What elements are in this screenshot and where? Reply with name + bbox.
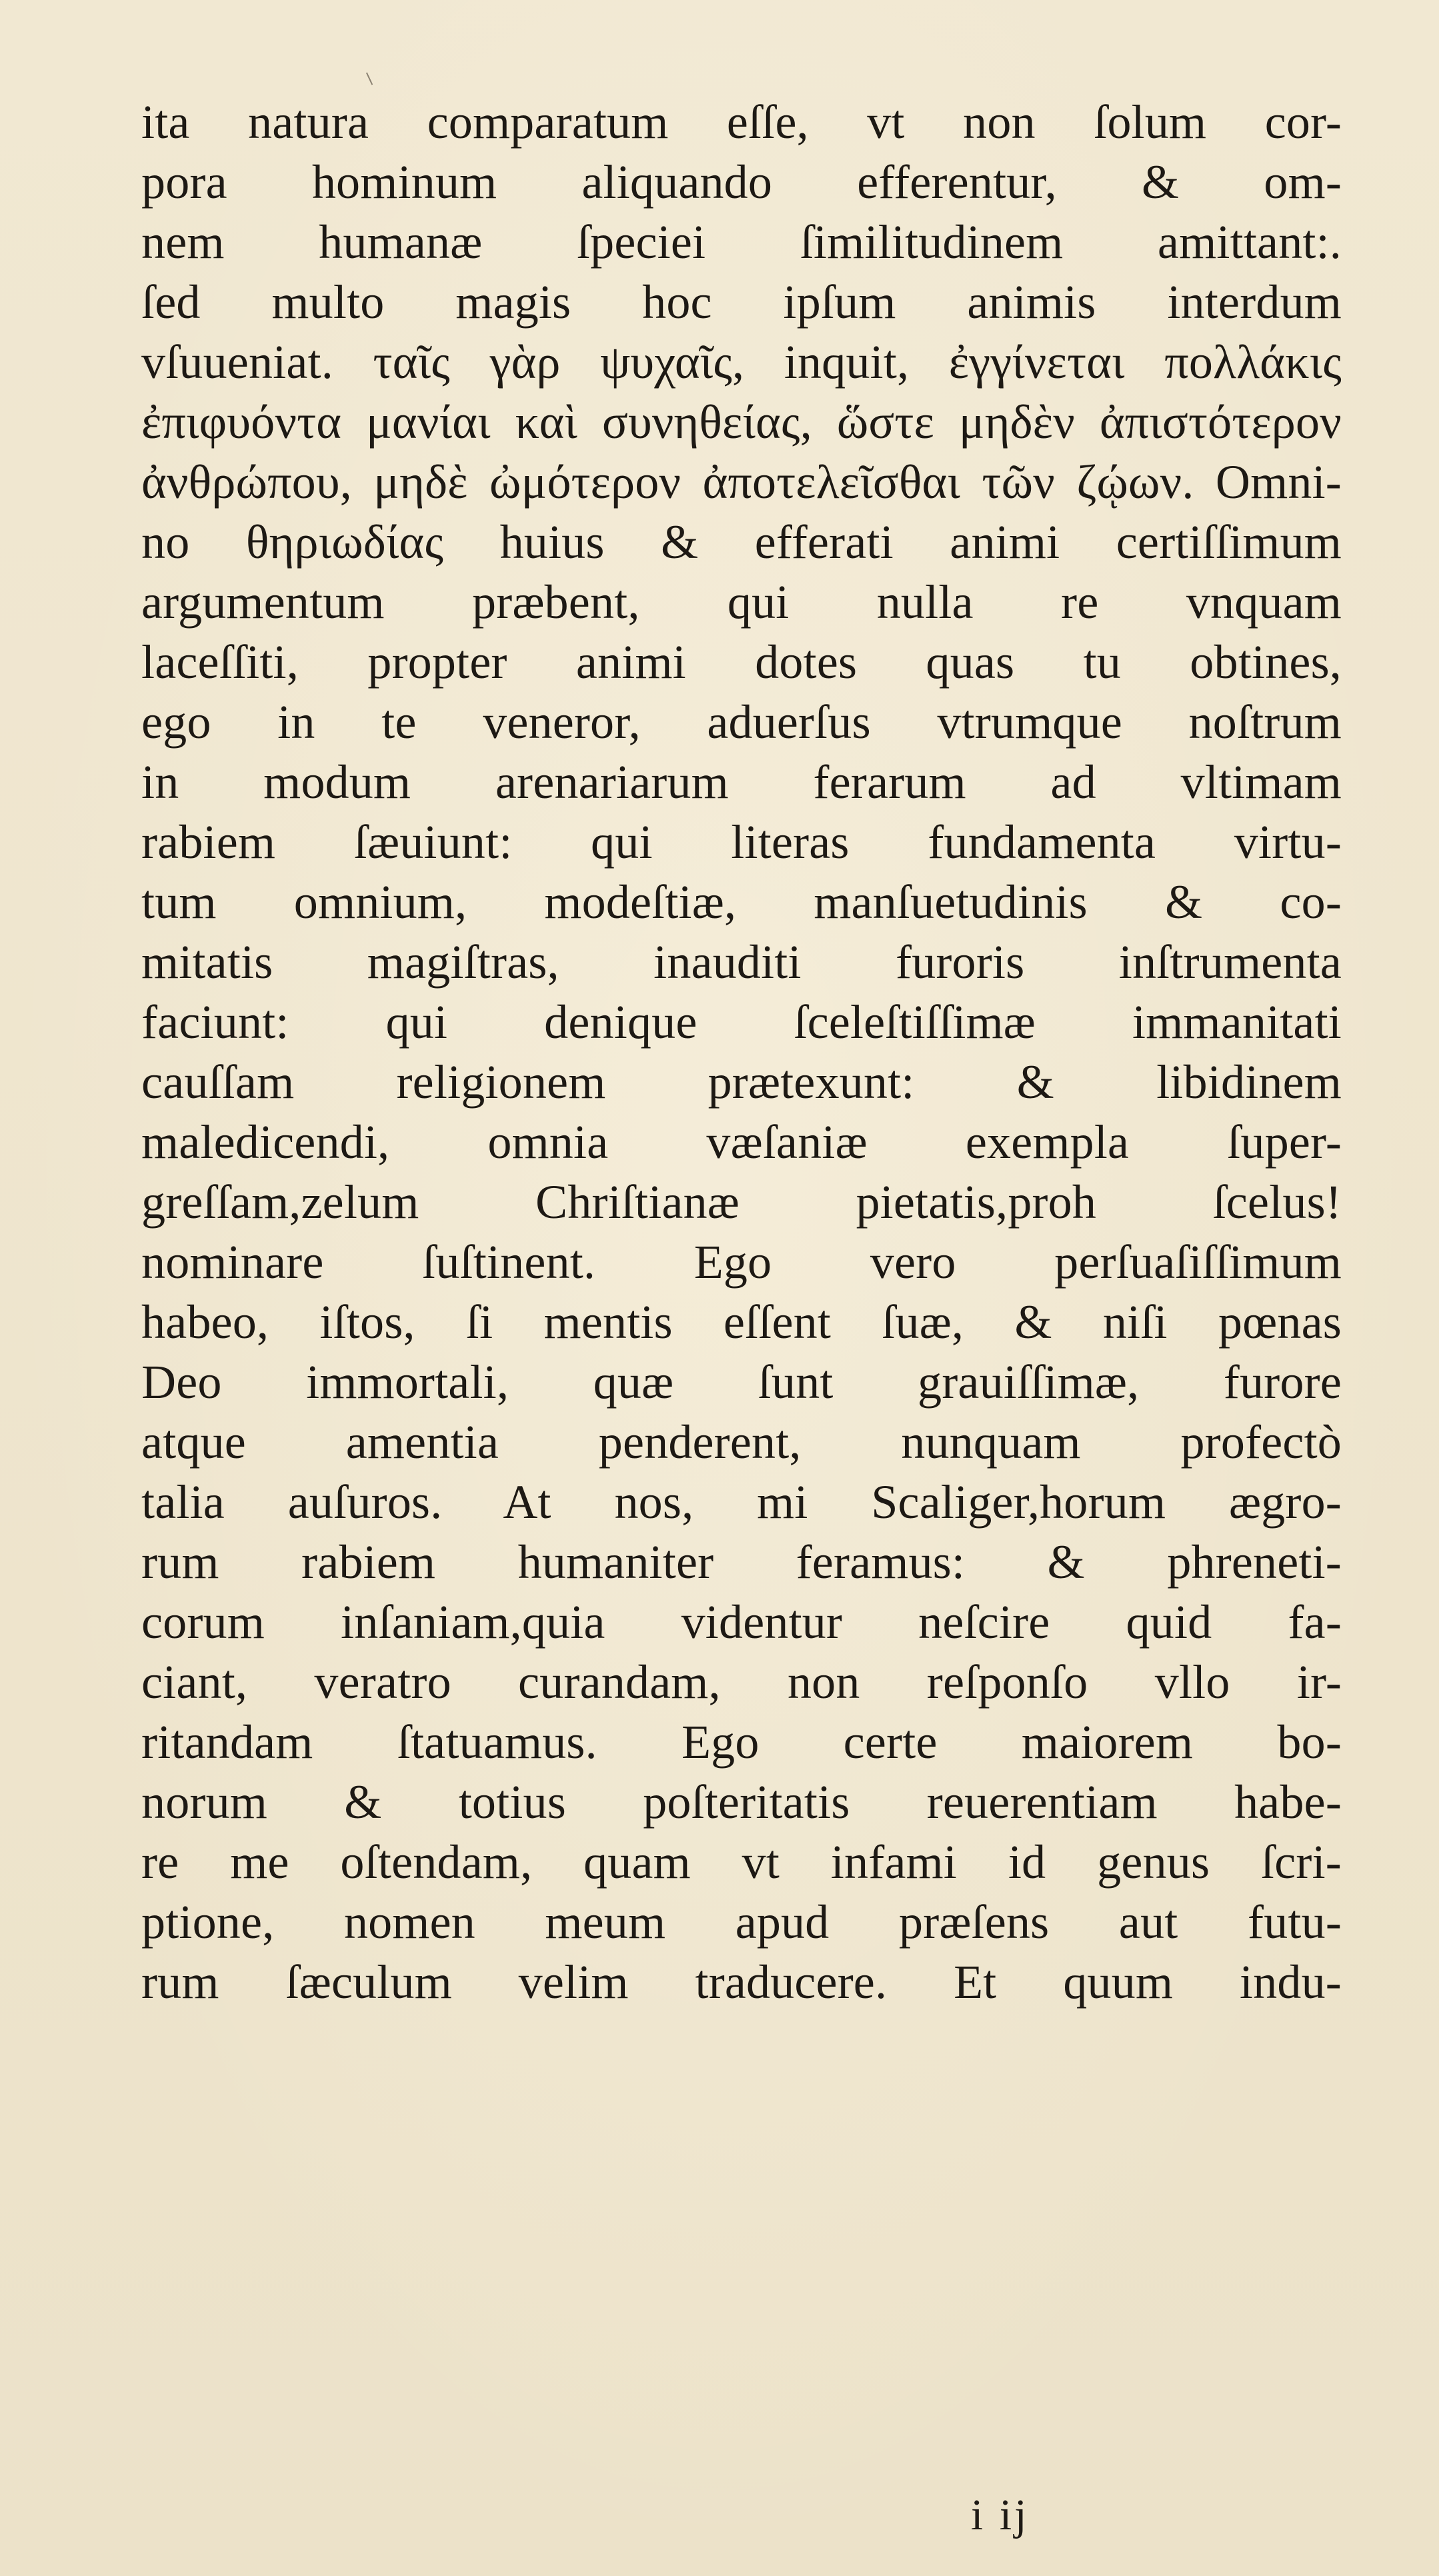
text-line: nominare ſuſtinent. Ego vero perſuaſiſſimum: [141, 1235, 1342, 1289]
text-line: argumentum præbent, qui nulla re vnquam: [141, 575, 1342, 629]
text-line: rabiem ſæuiunt: qui literas fundamenta virtu-: [141, 815, 1342, 869]
text-line: cauſſam religionem prætexunt: & libidinem: [141, 1055, 1342, 1109]
printing-mark: [366, 73, 373, 85]
text-line: norum & totius poſteritatis reuerentiam habe-: [141, 1775, 1342, 1829]
text-line: faciunt: qui denique ſceleſtiſſimæ immanitati: [141, 995, 1342, 1049]
text-line: Deo immortali, quæ ſunt grauiſſimæ, furore: [141, 1355, 1342, 1409]
text-line-greek: ἀνθρώπου, μηδὲ ὠμότερον ἀποτελεῖσθαι τῶν ζῴων. Omni-: [141, 455, 1342, 509]
text-line-greek: vſuueniat. ταῖς γὰρ ψυχαῖς, inquit, ἐγγίνεται πολλάκις: [141, 335, 1342, 389]
text-line: rum rabiem humaniter feramus: & phreneti-: [141, 1535, 1342, 1589]
text-line: ritandam ſtatuamus. Ego certe maiorem bo-: [141, 1715, 1342, 1769]
text-line: atque amentia penderent, nunquam profectò: [141, 1415, 1342, 1469]
signature-mark: i ij: [971, 2491, 1030, 2539]
text-line: re me oſtendam, quam vt infami id genus ſcri-: [141, 1835, 1342, 1889]
text-line: corum inſaniam,quia videntur neſcire quid fa-: [141, 1595, 1342, 1649]
text-line: pora hominum aliquando efferentur, & om-: [141, 155, 1342, 209]
text-line: ptione, nomen meum apud præſens aut futu-: [141, 1895, 1342, 1949]
text-line: rum ſæculum velim traducere. Et quum indu-: [141, 1955, 1342, 2009]
text-line: ſed multo magis hoc ipſum animis interdum: [141, 275, 1342, 329]
text-line: greſſam,zelum Chriſtianæ pietatis,proh ſcelus!: [141, 1175, 1342, 1229]
text-line: maledicendi, omnia væſaniæ exempla ſuper-: [141, 1115, 1342, 1169]
text-line: laceſſiti, propter animi dotes quas tu obtines,: [141, 635, 1342, 689]
text-line: ciant, veratro curandam, non reſponſo vllo ir-: [141, 1655, 1342, 1709]
text-line: ita natura comparatum eſſe, vt non ſolum cor-: [141, 95, 1342, 149]
text-line: mitatis magiſtras, inauditi furoris inſtrumenta: [141, 935, 1342, 989]
text-line: habeo, iſtos, ſi mentis eſſent ſuæ, & niſi pœnas: [141, 1295, 1342, 1349]
text-line-greek: ἐπιφυόντα μανίαι καὶ συνηθείας, ὥστε μηδὲν ἀπιστότερον: [141, 395, 1342, 449]
text-line: tum omnium, modeſtiæ, manſuetudinis & co-: [141, 875, 1342, 929]
text-line: talia auſuros. At nos, mi Scaliger,horum ægro-: [141, 1475, 1342, 1529]
text-line: nem humanæ ſpeciei ſimilitudinem amittant:.: [141, 215, 1342, 269]
text-line: no θηριωδίας huius & efferati animi certiſſimum: [141, 515, 1342, 569]
body-text: [141, 92, 1342, 2012]
text-line: ego in te veneror, aduerſus vtrumque noſtrum: [141, 695, 1342, 749]
text-line: in modum arenariarum ferarum ad vltimam: [141, 755, 1342, 809]
